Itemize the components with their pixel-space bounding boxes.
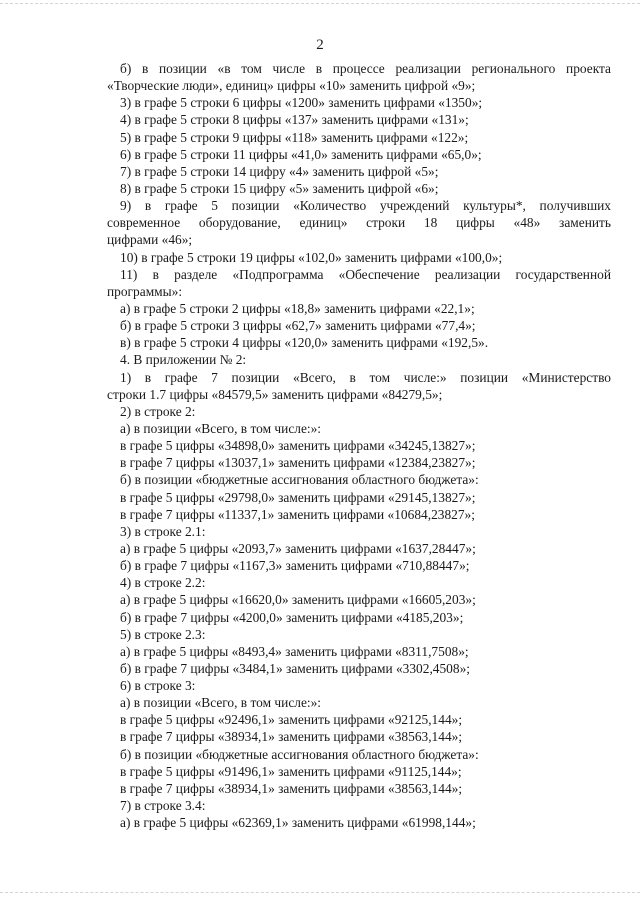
text-line: а) в графе 5 цифры «8493,4» заменить цифрами «8311,7508»; xyxy=(120,643,469,659)
text-line: в графе 7 цифры «11337,1» заменить цифрами «10684,23827»; xyxy=(120,506,475,522)
text-line: б) в графе 7 цифры «1167,3» заменить цифрами «710,88447»; xyxy=(120,558,470,574)
text-line: б) в графе 7 цифры «4200,0» заменить цифрами «4185,203»; xyxy=(120,609,464,625)
text-line: а) в позиции «Всего, в том числе:»: xyxy=(120,695,322,711)
text-line: а) в позиции «Всего, в том числе:»: xyxy=(120,420,322,436)
text-line: 7) в графе 5 строки 14 цифру «4» заменить цифрой «5»; xyxy=(120,163,439,179)
text-line: 9) в графе 5 позиции «Количество учреждений культуры*, получивших xyxy=(120,198,611,214)
text-line: 7) в строке 3.4: xyxy=(120,798,206,814)
text-line: цифрами «46»; xyxy=(107,232,193,248)
text-line: в графе 7 цифры «38934,1» заменить цифрами «38563,144»; xyxy=(120,780,463,796)
text-line: 6) в графе 5 строки 11 цифры «41,0» заменить цифрами «65,0»; xyxy=(120,146,482,162)
text-line: современное оборудование, единиц» строки 18 цифры «48» заменить xyxy=(107,215,611,231)
text-line: а) в графе 5 цифры «16620,0» заменить цифрами «16605,203»; xyxy=(120,592,476,608)
page-number: 2 xyxy=(316,37,324,53)
text-line: б) в графе 5 строки 3 цифры «62,7» заменить цифрами «77,4»; xyxy=(120,318,476,334)
text-line: 1) в графе 7 позиции «Всего, в том числе:» позиции «Министерство xyxy=(120,369,611,385)
text-line: в графе 5 цифры «34898,0» заменить цифрами «34245,13827»; xyxy=(120,438,476,454)
text-line: б) в позиции «в том числе в процессе реализации регионального проекта xyxy=(120,61,611,76)
text-line: а) в графе 5 строки 2 цифры «18,8» заменить цифрами «22,1»; xyxy=(120,300,475,316)
text-line: б) в графе 7 цифры «3484,1» заменить цифрами «3302,4508»; xyxy=(120,660,470,676)
text-line: б) в позиции «бюджетные ассигнования областного бюджета»: xyxy=(120,746,479,762)
text-line: 4) в графе 5 строки 8 цифры «137» заменить цифрами «131»; xyxy=(120,112,469,128)
text-line: 10) в графе 5 строки 19 цифры «102,0» заменить цифрами «100,0»; xyxy=(120,249,503,265)
text-line: 3) в графе 5 строки 6 цифры «1200» заменить цифрами «1350»; xyxy=(120,95,483,111)
text-line: строки 1.7 цифры «84579,5» заменить цифрами «84279,5»; xyxy=(107,386,443,402)
text-line: 5) в строке 2.3: xyxy=(120,626,206,642)
text-line: в графе 5 цифры «92496,1» заменить цифрами «92125,144»; xyxy=(120,712,463,728)
text-line: 2) в строке 2: xyxy=(120,403,196,419)
text-line: в графе 7 цифры «13037,1» заменить цифрами «12384,23827»; xyxy=(120,455,476,471)
text-line: «Творческие люди», единиц» цифры «10» заменить цифрой «9»; xyxy=(107,78,476,94)
text-line: в графе 5 цифры «91496,1» заменить цифрами «91125,144»; xyxy=(120,763,462,779)
scan-edge-bottom xyxy=(0,892,640,893)
text-line: 6) в строке 3: xyxy=(120,678,196,694)
scan-edge-top xyxy=(0,3,640,4)
text-line: а) в графе 5 цифры «2093,7» заменить цифрами «1637,28447»; xyxy=(120,540,476,556)
text-line: в) в графе 5 строки 4 цифры «120,0» заменить цифрами «192,5». xyxy=(120,335,489,351)
text-line: 4. В приложении № 2: xyxy=(120,352,247,368)
text-line: 3) в строке 2.1: xyxy=(120,523,206,539)
text-line: 8) в графе 5 строки 15 цифру «5» заменить цифрой «6»; xyxy=(120,180,439,196)
text-line: 4) в строке 2.2: xyxy=(120,575,206,591)
text-line: 11) в разделе «Подпрограмма «Обеспечение реализации государственной xyxy=(120,266,611,282)
text-line: 5) в графе 5 строки 9 цифры «118» заменить цифрами «122»; xyxy=(120,129,469,145)
text-line: б) в позиции «бюджетные ассигнования областного бюджета»: xyxy=(120,472,479,488)
text-line: программы»: xyxy=(107,283,183,299)
document-body xyxy=(107,60,611,831)
text-line: в графе 5 цифры «29798,0» заменить цифрами «29145,13827»; xyxy=(120,489,476,505)
text-line: а) в графе 5 цифры «62369,1» заменить цифрами «61998,144»; xyxy=(120,815,476,831)
text-line: в графе 7 цифры «38934,1» заменить цифрами «38563,144»; xyxy=(120,729,463,745)
